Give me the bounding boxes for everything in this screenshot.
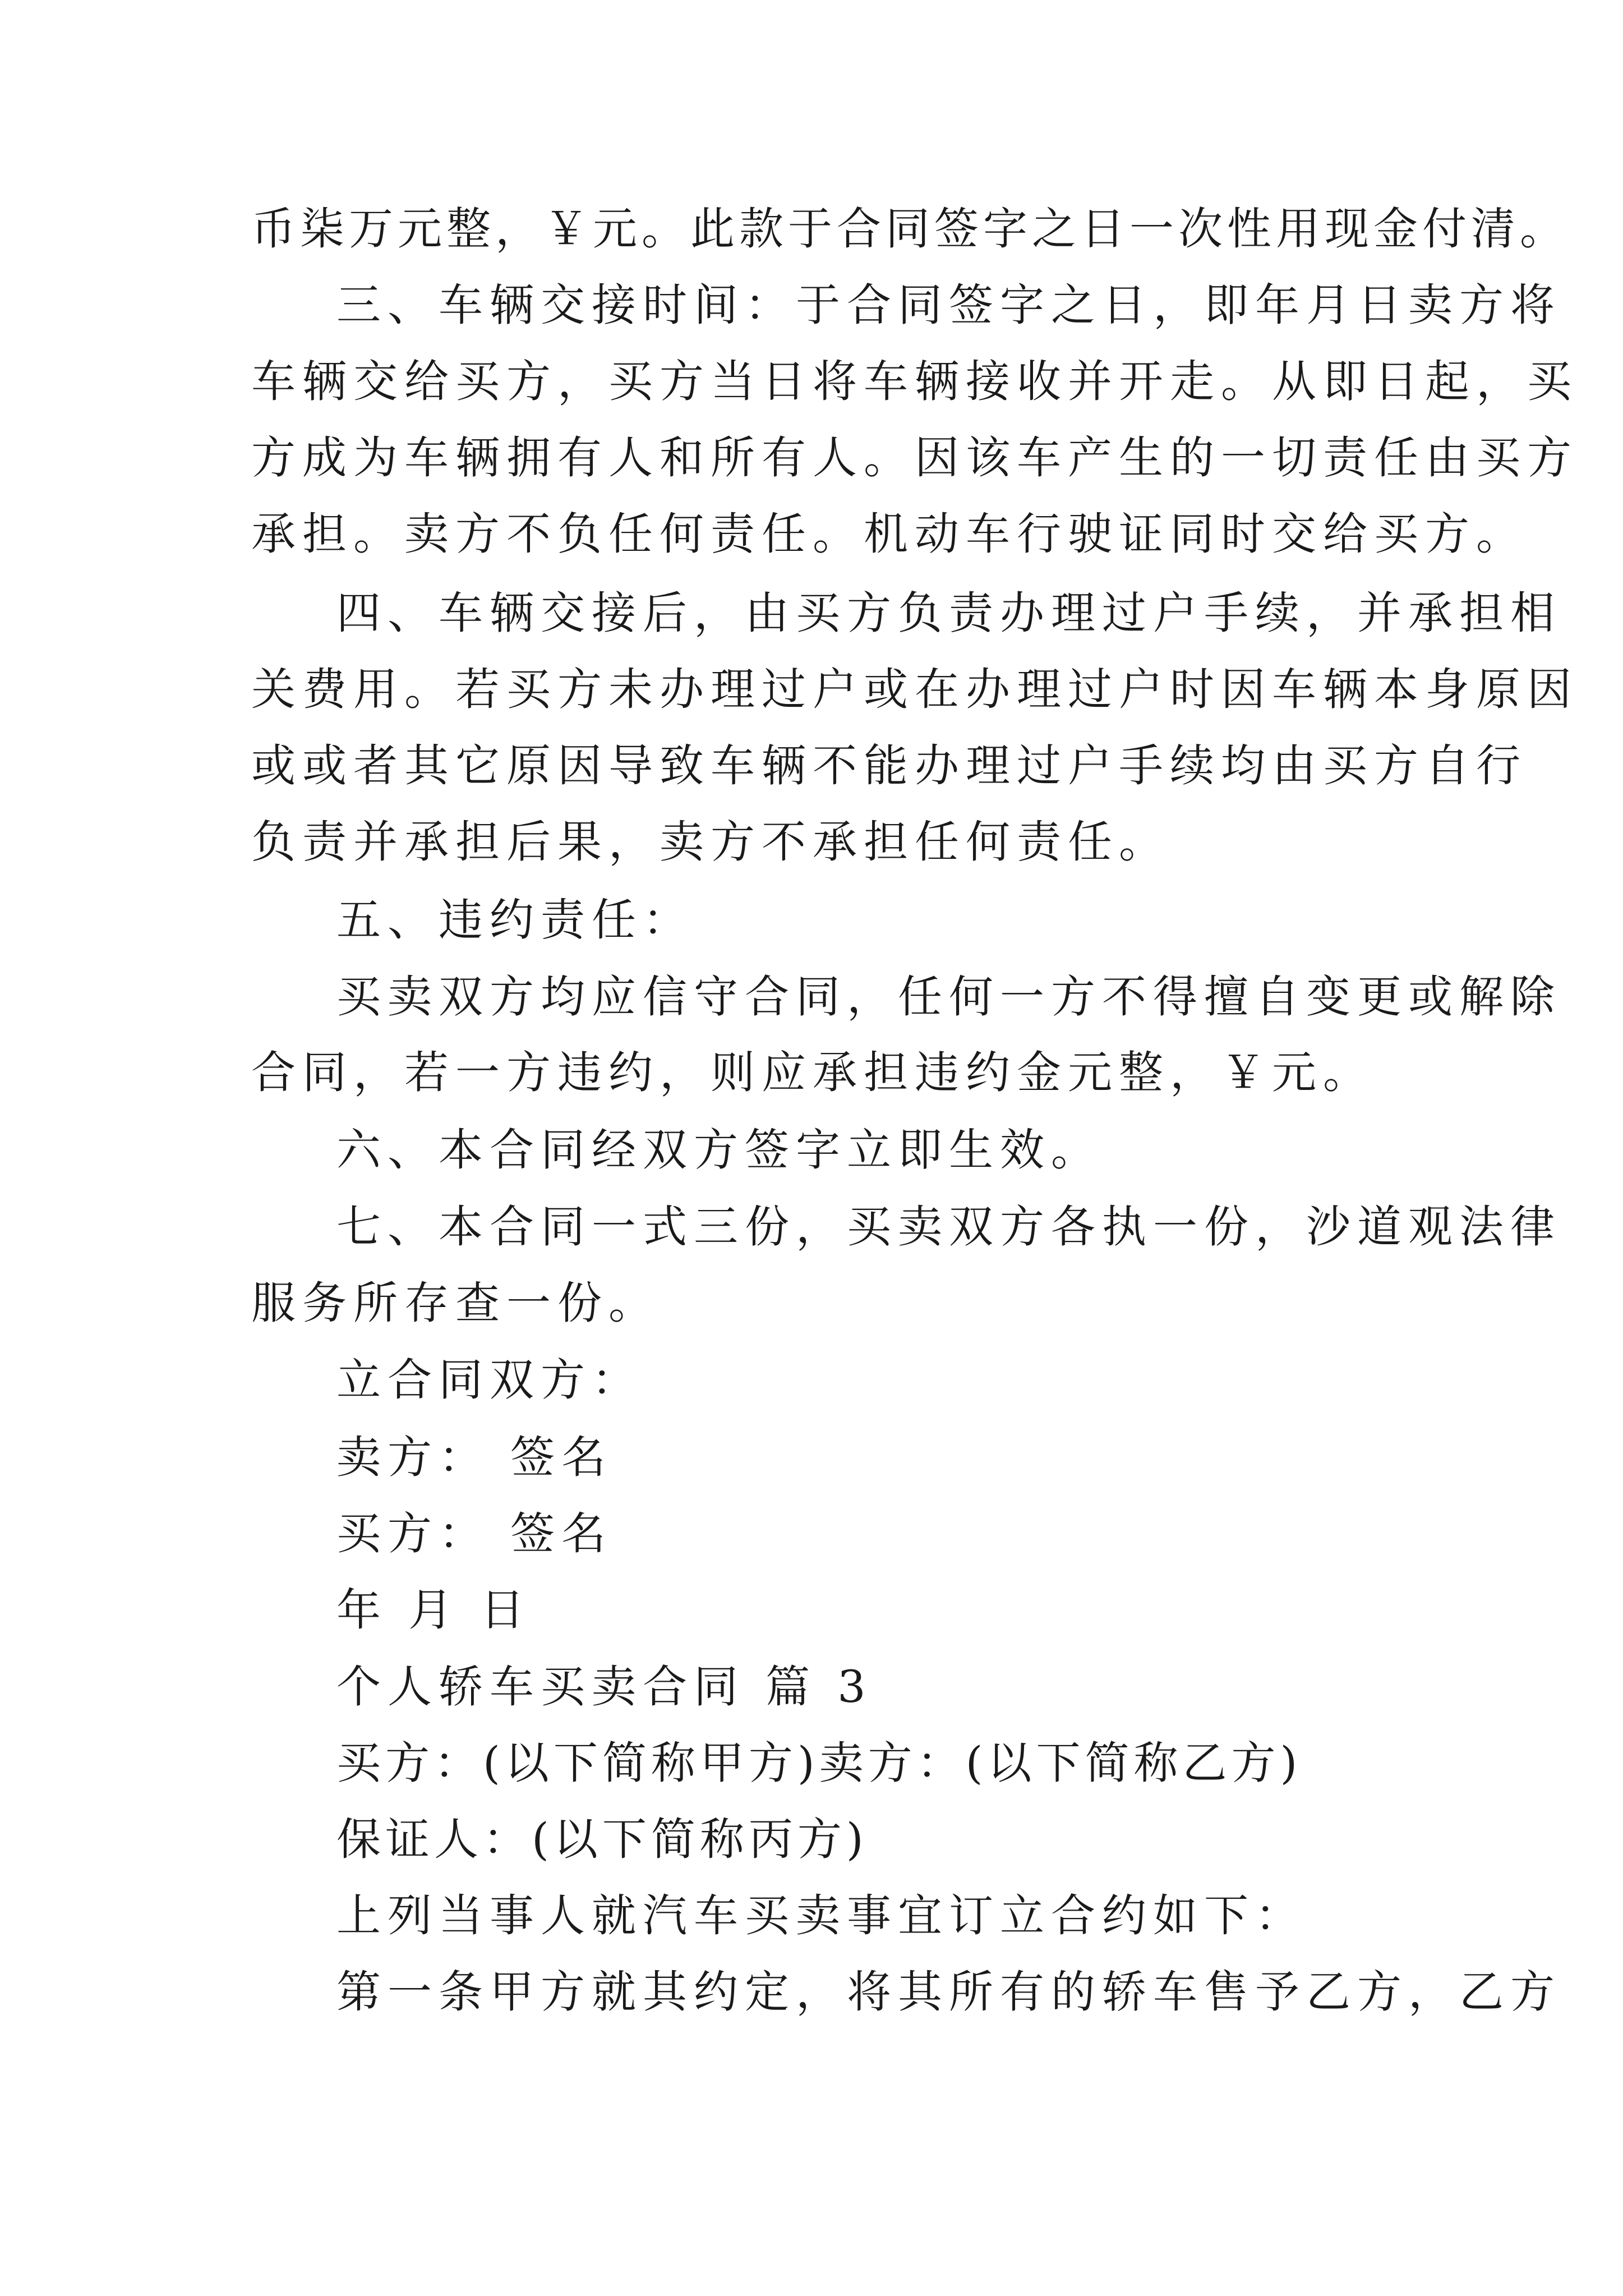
text-line: 四、车辆交接后，由买方负责办理过户手续，并承担相 bbox=[336, 587, 1561, 639]
text-line: 币柒万元整，￥元。此款于合同签字之日一次性用现金付清。 bbox=[251, 203, 1569, 255]
text-line: 服务所存查一份。 bbox=[251, 1277, 660, 1329]
signature-line-seller: 卖方： 签名 bbox=[336, 1432, 613, 1483]
text-line: 五、违约责任： bbox=[336, 894, 694, 946]
text-line: 三、车辆交接时间：于合同签字之日，即年月日卖方将 bbox=[336, 279, 1561, 331]
text-line: 或或者其它原因导致车辆不能办理过户手续均由买方自行 bbox=[251, 740, 1527, 792]
text-line: 上列当事人就汽车买卖事宜订立合约如下： bbox=[336, 1890, 1306, 1941]
text-line: 第一条甲方就其约定，将其所有的轿车售予乙方，乙方 bbox=[336, 1966, 1561, 2018]
text-line: 立合同双方： bbox=[336, 1354, 643, 1406]
text-line: 方成为车辆拥有人和所有人。因该车产生的一切责任由买方 bbox=[251, 432, 1578, 484]
signature-line-buyer: 买方： 签名 bbox=[336, 1508, 613, 1559]
text-line: 七、本合同一式三份，买卖双方各执一份，沙道观法律 bbox=[336, 1201, 1561, 1253]
text-line: 关费用。若买方未办理过户或在办理过户时因车辆本身原因 bbox=[251, 664, 1578, 715]
text-line: 六、本合同经双方签字立即生效。 bbox=[336, 1124, 1102, 1176]
text-line: 车辆交给买方，买方当日将车辆接收并开走。从即日起，买 bbox=[251, 356, 1578, 407]
text-line: 买方：(以下简称甲方)卖方：(以下简称乙方) bbox=[336, 1737, 1302, 1789]
text-line: 合同，若一方违约，则应承担违约金元整，￥元。 bbox=[251, 1047, 1374, 1098]
text-line: 承担。卖方不负任何责任。机动车行驶证同时交给买方。 bbox=[251, 508, 1527, 560]
text-line: 负责并承担后果，卖方不承担任何责任。 bbox=[251, 816, 1170, 868]
text-line: 买卖双方均应信守合同，任何一方不得擅自变更或解除 bbox=[336, 971, 1561, 1023]
date-line: 年 月 日 bbox=[336, 1584, 532, 1636]
text-line: 保证人：(以下简称丙方) bbox=[336, 1814, 868, 1865]
section-heading: 个人轿车买卖合同 篇 3 bbox=[336, 1661, 873, 1713]
